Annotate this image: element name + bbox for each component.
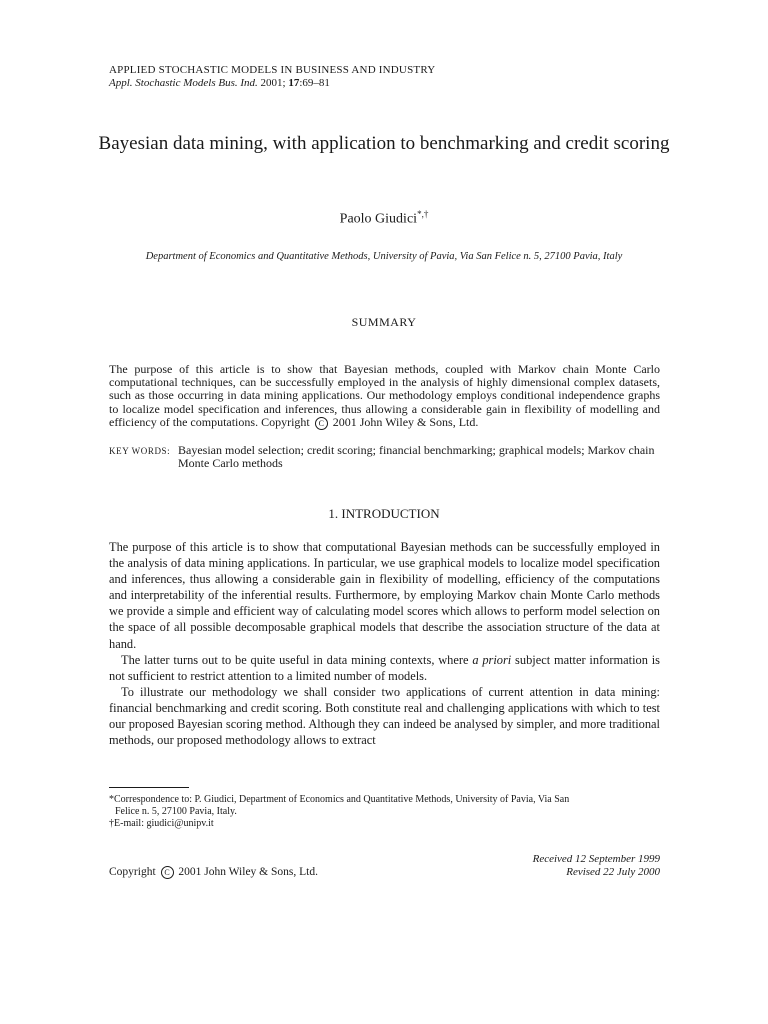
- intro-paragraph-1: The purpose of this article is to show that computational Bayesian methods can be successfully employed in the analysis of data mining applications. In particular, we use graphical models to localize model specification and inferences, thus allowing a considerable gain in flexibility of modelling, efficiency of the computations and interpretability of the inferential results. Furthermore, by employing Markov chain Monte Carlo methods we provide a simple and efficient way of calculating model scores which allows to perform model selection on the space of all possible decomposable graphical models that describe the association structure of the data at hand.: [109, 540, 660, 651]
- introduction-body: [109, 539, 660, 748]
- citation-prefix: Appl. Stochastic Models Bus. Ind.: [109, 77, 258, 89]
- abstract-body: The purpose of this article is to show that Bayesian methods, coupled with Markov chain Monte Carlo computational techniques, can be successfully employed in the analysis of highly dimensional complex datasets, such as those occurring in data mining applications. Our methodology employs conditional independence graphs to localize model specification and inferences, thus allowing a considerable gain in flexibility of modelling and efficiency of the computations. Copyright: [109, 362, 660, 429]
- section-heading-introduction: 1. INTRODUCTION: [328, 506, 440, 521]
- author-marks: *,†: [417, 209, 429, 219]
- journal-citation: [109, 77, 330, 89]
- footnote-divider: [109, 787, 189, 788]
- intro-p2-italic: a priori: [472, 652, 512, 667]
- received-date: Received 12 September 1999: [532, 853, 660, 865]
- footnotes: [109, 794, 660, 831]
- abstract-copyright: 2001 John Wiley & Sons, Ltd.: [332, 414, 479, 429]
- copyright-symbol-icon: C: [315, 417, 328, 430]
- affiliation: Department of Economics and Quantitative Methods, University of Pavia, Via San Felice n. 5, 27100 Pavia, Italy: [145, 251, 623, 262]
- citation-volume: 17: [288, 77, 300, 89]
- copyright-rest: 2001 John Wiley & Sons, Ltd.: [178, 866, 318, 879]
- author-line: [0, 209, 768, 228]
- copyright-prefix: Copyright: [109, 866, 156, 879]
- intro-paragraph-2: [109, 652, 660, 684]
- citation-year: 2001;: [257, 77, 289, 89]
- summary-heading: SUMMARY: [351, 315, 417, 329]
- keywords-text: Bayesian model selection; credit scoring; financial benchmarking; graphical models; Markov chain Monte Carlo methods: [178, 443, 655, 471]
- citation-pages: :69–81: [299, 77, 330, 89]
- author-name: Paolo Giudici: [339, 211, 418, 227]
- intro-paragraph-3: To illustrate our methodology we shall consider two applications of current attention in data mining: financial benchmarking and credit scoring. Both constitute real and challenging applications with which to test our proposed Bayesian scoring method. Although they can indeed be analysed by simpler, and more traditional methods, our proposed methodology allows to extract: [109, 684, 660, 748]
- intro-p2-end: subject matter information is not sufficient to restrict attention to a limited number of models.: [109, 652, 661, 683]
- intro-p2-start: The latter turns out to be quite useful in data mining contexts, where: [121, 652, 473, 667]
- footnote-correspondence: *Correspondence to: P. Giudici, Department of Economics and Quantitative Methods, University of Pavia, Via San: [109, 794, 570, 805]
- revised-date: Revised 22 July 2000: [566, 866, 660, 878]
- copyright-symbol-icon: C: [161, 866, 174, 879]
- footer-copyright: [109, 866, 318, 879]
- keywords-label: KEY WORDS:: [109, 446, 171, 456]
- article-title: Bayesian data mining, with application to benchmarking and credit scoring: [98, 133, 670, 154]
- journal-name: APPLIED STOCHASTIC MODELS IN BUSINESS AND INDUSTRY: [109, 64, 436, 76]
- abstract-text: [109, 363, 660, 430]
- footnote-correspondence-cont: Felice n. 5, 27100 Pavia, Italy.: [115, 806, 237, 818]
- footnote-email: †E-mail: giudici@unipv.it: [109, 818, 214, 830]
- received-dates: [400, 853, 660, 879]
